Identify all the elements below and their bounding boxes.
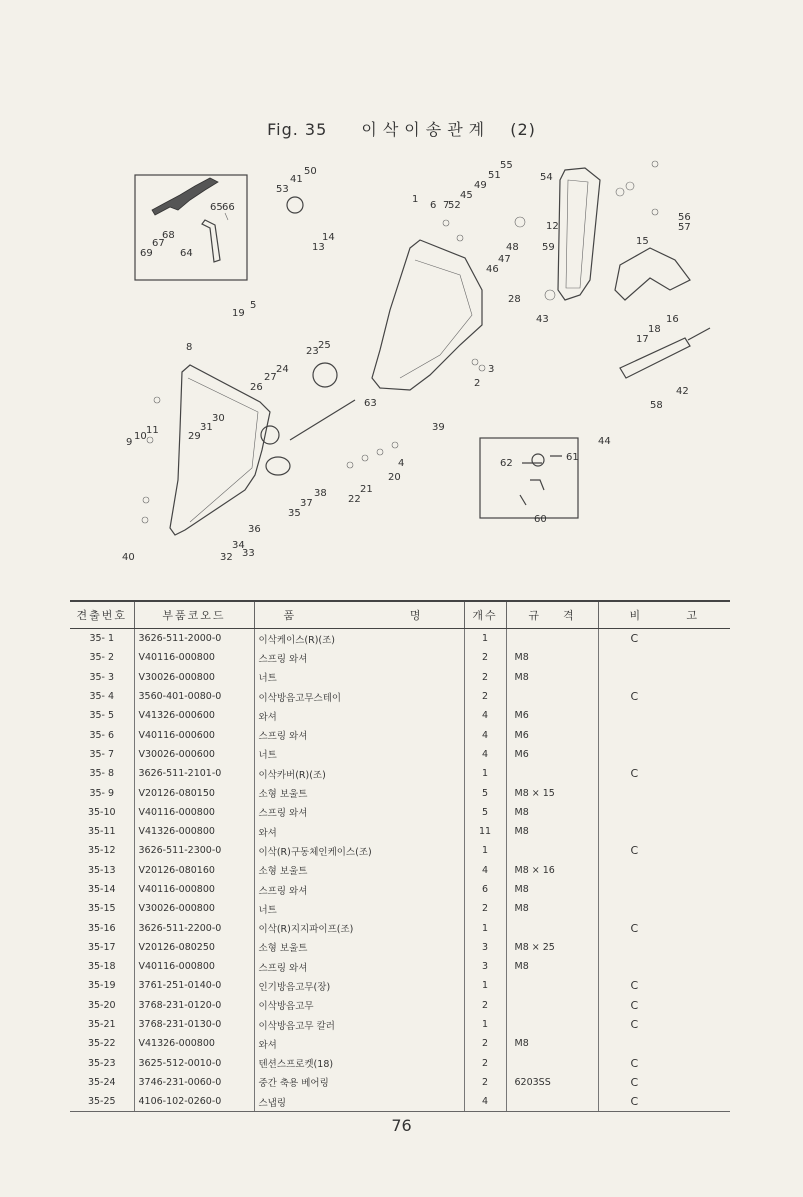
cell-name: 인기방음고무(장)	[254, 976, 464, 995]
cell-name: 스프링 와셔	[254, 957, 464, 976]
cell-qty: 1	[464, 976, 506, 995]
cell-name: 스프링 와셔	[254, 648, 464, 667]
cell-no: 35-17	[87, 941, 116, 953]
cell-code: 3746-231-0060-0	[134, 1073, 254, 1092]
cell-remark	[598, 880, 730, 899]
cell-remark	[598, 783, 730, 802]
chain-case	[558, 168, 600, 300]
cell-no: 35-18	[87, 961, 116, 973]
callout-67: 67	[152, 238, 165, 249]
cell-spec: M8	[506, 957, 598, 976]
figure-name: 이삭이송관계	[361, 120, 491, 139]
callout-2: 2	[474, 378, 481, 389]
cell-name: 너트	[254, 745, 464, 764]
cell-no: 35- 5	[89, 710, 115, 722]
table-row	[70, 938, 730, 957]
callout-13: 13	[312, 242, 325, 253]
cell-qty: 1	[464, 629, 506, 649]
cell-name: 소형 보울트	[254, 861, 464, 880]
callout-14: 14	[322, 232, 335, 243]
cell-code: V40116-000800	[134, 957, 254, 976]
callout-6: 6	[430, 200, 437, 211]
cell-code: 3560-401-0080-0	[134, 687, 254, 706]
cell-remark: C	[598, 629, 730, 649]
cell-spec: M6	[506, 706, 598, 725]
callout-30: 30	[212, 413, 225, 424]
cell-name: 이삭방음고무스테이	[254, 687, 464, 706]
cell-qty: 3	[464, 938, 506, 957]
cell-no: 35-13	[87, 864, 116, 876]
table-row	[70, 899, 730, 918]
cell-code: 3626-511-2300-0	[134, 841, 254, 860]
cell-qty: 4	[464, 745, 506, 764]
cell-name: 너트	[254, 668, 464, 687]
cell-qty: 1	[464, 764, 506, 783]
callout-25: 25	[318, 340, 331, 351]
cell-name: 스프링 와셔	[254, 880, 464, 899]
cell-code: V40116-000800	[134, 880, 254, 899]
callout-29: 29	[188, 431, 201, 442]
cell-no: 35-22	[87, 1038, 116, 1050]
cell-no: 35-16	[87, 922, 116, 934]
cell-remark	[598, 1034, 730, 1053]
cell-code: 3768-231-0120-0	[134, 996, 254, 1015]
cell-qty: 4	[464, 1092, 506, 1112]
cell-no: 35- 8	[89, 768, 115, 780]
callout-26: 26	[250, 382, 263, 393]
cell-code: V30026-000800	[134, 899, 254, 918]
support-pipe	[620, 338, 690, 378]
cell-qty: 2	[464, 648, 506, 667]
cell-spec	[506, 918, 598, 937]
cell-qty: 4	[464, 861, 506, 880]
callout-10: 10	[134, 431, 147, 442]
cell-remark: C	[598, 996, 730, 1015]
table-row	[70, 687, 730, 706]
cell-spec	[506, 1054, 598, 1073]
callout-17: 17	[636, 334, 649, 345]
parts-table-body	[70, 629, 730, 1112]
header-code: 부품코오드	[134, 601, 254, 629]
parts-table	[70, 600, 730, 1112]
cell-spec: M8	[506, 803, 598, 822]
callout-19: 19	[232, 308, 245, 319]
callout-4: 4	[398, 458, 405, 469]
cell-spec	[506, 764, 598, 783]
header-qty: 개수	[464, 601, 506, 629]
cell-code: 3768-231-0130-0	[134, 1015, 254, 1034]
cell-qty: 3	[464, 957, 506, 976]
callout-36: 36	[248, 524, 261, 535]
callout-50: 50	[304, 166, 317, 177]
callout-39: 39	[432, 422, 445, 433]
table-header-row	[70, 601, 730, 629]
callout-3: 3	[488, 364, 495, 375]
cell-no: 35- 6	[89, 729, 115, 741]
figure-title	[0, 117, 803, 140]
table-row	[70, 668, 730, 687]
cell-remark	[598, 822, 730, 841]
callout-7: 7	[443, 200, 450, 211]
cell-remark	[598, 803, 730, 822]
cell-no: 35-20	[87, 999, 116, 1011]
cell-qty: 4	[464, 725, 506, 744]
cell-spec	[506, 996, 598, 1015]
cell-name: 스냅링	[254, 1092, 464, 1112]
callout-53: 53	[276, 184, 289, 195]
table-row	[70, 706, 730, 725]
callout-43: 43	[536, 314, 549, 325]
callout-42: 42	[676, 386, 689, 397]
cell-code: V20126-080250	[134, 938, 254, 957]
callout-38: 38	[314, 488, 327, 499]
table-row	[70, 1054, 730, 1073]
table-row	[70, 1034, 730, 1053]
table-row	[70, 976, 730, 995]
cell-code: V41326-000800	[134, 1034, 254, 1053]
cell-qty: 5	[464, 783, 506, 802]
table-row	[70, 648, 730, 667]
tension-sprocket	[313, 363, 337, 387]
cell-name: 이삭방음고무 칼러	[254, 1015, 464, 1034]
cell-name: 소형 보울트	[254, 938, 464, 957]
figure-part: (2)	[510, 120, 536, 139]
cell-remark: C	[598, 1054, 730, 1073]
callout-27: 27	[264, 372, 277, 383]
bearing-housing	[266, 457, 290, 475]
cell-spec	[506, 1092, 598, 1112]
callout-8: 8	[186, 342, 193, 353]
table-row	[70, 841, 730, 860]
cell-remark: C	[598, 764, 730, 783]
table-row	[70, 803, 730, 822]
callout-49: 49	[474, 180, 487, 191]
callout-46: 46	[486, 264, 499, 275]
cell-name: 와셔	[254, 706, 464, 725]
callout-35: 35	[288, 508, 301, 519]
cell-qty: 6	[464, 880, 506, 899]
callout-15: 15	[636, 236, 649, 247]
cell-spec	[506, 841, 598, 860]
cell-qty: 2	[464, 1054, 506, 1073]
cell-name: 이삭방음고무	[254, 996, 464, 1015]
callout-22: 22	[348, 494, 361, 505]
callout-57: 57	[678, 222, 691, 233]
cell-qty: 5	[464, 803, 506, 822]
header-name: 품 명	[254, 601, 464, 629]
cell-qty: 1	[464, 841, 506, 860]
drive-shaft	[290, 400, 355, 440]
callout-41: 41	[290, 174, 303, 185]
case-r-panel	[372, 240, 482, 390]
cell-remark	[598, 938, 730, 957]
header-no: 견출번호	[70, 601, 134, 629]
table-row	[70, 745, 730, 764]
cell-qty: 2	[464, 1034, 506, 1053]
cell-spec: M8	[506, 899, 598, 918]
cell-name: 텐션스프로켓(18)	[254, 1054, 464, 1073]
cell-name: 와셔	[254, 1034, 464, 1053]
callout-54: 54	[540, 172, 553, 183]
callout-56: 56	[678, 212, 691, 223]
callout-33: 33	[242, 548, 255, 559]
callout-12: 12	[546, 221, 559, 232]
exploded-parts-diagram	[110, 150, 720, 570]
cell-remark: C	[598, 1073, 730, 1092]
callout-66: 66	[222, 202, 235, 213]
table-row	[70, 1092, 730, 1112]
cell-name: 이삭케이스(R)(조)	[254, 629, 464, 649]
cell-no: 35-14	[87, 884, 116, 895]
sprocket-lower	[261, 426, 279, 444]
cell-name: 스프링 와셔	[254, 803, 464, 822]
cell-code: 3626-511-2000-0	[134, 629, 254, 649]
table-row	[70, 880, 730, 899]
cell-spec: M8	[506, 1034, 598, 1053]
cell-remark: C	[598, 841, 730, 860]
callout-68: 68	[162, 230, 175, 241]
cell-no: 35- 1	[89, 633, 115, 645]
cell-remark: C	[598, 687, 730, 706]
cell-qty: 2	[464, 899, 506, 918]
table-row	[70, 861, 730, 880]
cell-name: 중간 축용 베어링	[254, 1073, 464, 1092]
callout-11: 11	[146, 425, 159, 436]
table-row	[70, 725, 730, 744]
callout-1: 1	[412, 194, 419, 205]
callout-18: 18	[648, 324, 661, 335]
cell-spec: M6	[506, 725, 598, 744]
callout-64: 64	[180, 248, 193, 259]
table-row	[70, 1073, 730, 1092]
callout-60: 60	[534, 514, 547, 525]
cell-remark	[598, 899, 730, 918]
cell-name: 너트	[254, 899, 464, 918]
cell-remark	[598, 745, 730, 764]
callout-52: 52	[448, 200, 461, 211]
callout-31: 31	[200, 422, 213, 433]
header-spec: 규 격	[506, 601, 598, 629]
callout-69: 69	[140, 248, 153, 259]
cell-code: 3625-512-0010-0	[134, 1054, 254, 1073]
cell-name: 이삭(R)구동체인케이스(조)	[254, 841, 464, 860]
cell-no: 35- 4	[89, 691, 115, 703]
cell-remark: C	[598, 1015, 730, 1034]
inset-sprocket-assembly	[520, 454, 562, 505]
callout-58: 58	[650, 400, 663, 411]
cell-code: 3626-511-2101-0	[134, 764, 254, 783]
cell-code: V20126-080150	[134, 783, 254, 802]
callout-37: 37	[300, 498, 313, 509]
cell-no: 35- 7	[89, 748, 115, 760]
figure-label: Fig. 35	[267, 120, 328, 139]
callout-59: 59	[542, 242, 555, 253]
cell-spec: M8	[506, 648, 598, 667]
cell-no: 35- 9	[89, 787, 115, 799]
cell-no: 35-21	[87, 1019, 116, 1031]
cell-spec: M8 × 25	[506, 938, 598, 957]
cell-remark	[598, 861, 730, 880]
cell-qty: 1	[464, 918, 506, 937]
callout-labels	[122, 160, 691, 563]
callout-61: 61	[566, 452, 579, 463]
cell-code: V40116-000800	[134, 803, 254, 822]
cell-no: 35- 2	[89, 652, 115, 664]
table-row	[70, 918, 730, 937]
cell-name: 와셔	[254, 822, 464, 841]
cell-qty: 11	[464, 822, 506, 841]
callout-9: 9	[126, 437, 133, 448]
cell-no: 35-11	[87, 826, 116, 838]
callout-51: 51	[488, 170, 501, 181]
callout-21: 21	[360, 484, 373, 495]
table-row	[70, 783, 730, 802]
table-row	[70, 1015, 730, 1034]
cell-code: 4106-102-0260-0	[134, 1092, 254, 1112]
table-row	[70, 957, 730, 976]
cell-remark: C	[598, 918, 730, 937]
cell-name: 이삭(R)지지파이프(조)	[254, 918, 464, 937]
callout-32: 32	[220, 552, 233, 563]
callout-62: 62	[500, 458, 513, 469]
cell-code: V40116-000600	[134, 725, 254, 744]
table-row	[70, 822, 730, 841]
cell-no: 35-23	[87, 1057, 116, 1069]
cell-no: 35- 3	[89, 671, 115, 683]
cell-no: 35-10	[87, 806, 116, 818]
cell-spec: 6203SS	[506, 1073, 598, 1092]
callout-47: 47	[498, 254, 511, 265]
cell-spec	[506, 1015, 598, 1034]
cell-qty: 2	[464, 668, 506, 687]
cell-code: V30026-000800	[134, 668, 254, 687]
header-remark: 비 고	[598, 601, 730, 629]
cell-remark	[598, 648, 730, 667]
cell-code: V30026-000600	[134, 745, 254, 764]
cell-remark	[598, 957, 730, 976]
cell-remark: C	[598, 1092, 730, 1112]
cell-remark	[598, 725, 730, 744]
cell-qty: 2	[464, 996, 506, 1015]
page-number: 76	[391, 1116, 412, 1135]
cell-code: V40116-000800	[134, 648, 254, 667]
callout-55: 55	[500, 160, 513, 171]
cell-spec: M8	[506, 668, 598, 687]
cell-spec	[506, 687, 598, 706]
cell-name: 스프링 와셔	[254, 725, 464, 744]
cell-spec: M6	[506, 745, 598, 764]
table-row	[70, 629, 730, 649]
callout-5: 5	[250, 300, 257, 311]
cell-code: 3626-511-2200-0	[134, 918, 254, 937]
cell-code: V20126-080160	[134, 861, 254, 880]
callout-65: 65	[210, 202, 223, 213]
sprocket-upper	[287, 197, 303, 213]
callout-40: 40	[122, 552, 135, 563]
callout-20: 20	[388, 472, 401, 483]
cell-spec: M8	[506, 822, 598, 841]
cell-code: 3761-251-0140-0	[134, 976, 254, 995]
cell-code: V41326-000600	[134, 706, 254, 725]
callout-45: 45	[460, 190, 473, 201]
cell-spec	[506, 629, 598, 649]
callout-24: 24	[276, 364, 289, 375]
callout-63: 63	[364, 398, 377, 409]
cell-qty: 2	[464, 687, 506, 706]
cell-no: 35-12	[87, 845, 116, 857]
callout-28: 28	[508, 294, 521, 305]
cell-spec	[506, 976, 598, 995]
cell-qty: 4	[464, 706, 506, 725]
cell-code: V41326-000800	[134, 822, 254, 841]
callout-16: 16	[666, 314, 679, 325]
callout-34: 34	[232, 540, 245, 551]
cell-remark	[598, 706, 730, 725]
table-row	[70, 996, 730, 1015]
cell-no: 35-25	[70, 1092, 134, 1112]
cell-no: 35-15	[87, 903, 116, 915]
cell-remark: C	[598, 976, 730, 995]
cell-name: 소형 보울트	[254, 783, 464, 802]
cell-no: 35-24	[87, 1076, 116, 1088]
callout-23: 23	[306, 346, 319, 357]
cell-name: 이삭카버(R)(조)	[254, 764, 464, 783]
cell-no: 35-19	[87, 980, 116, 992]
cell-spec: M8	[506, 880, 598, 899]
cell-spec: M8 × 16	[506, 861, 598, 880]
table-row	[70, 764, 730, 783]
callout-44: 44	[598, 436, 611, 447]
cell-qty: 2	[464, 1073, 506, 1092]
cell-qty: 1	[464, 1015, 506, 1034]
cell-spec: M8 × 15	[506, 783, 598, 802]
support-bracket	[615, 248, 690, 300]
inset-box-lower	[480, 438, 578, 518]
callout-48: 48	[506, 242, 519, 253]
cell-remark	[598, 668, 730, 687]
